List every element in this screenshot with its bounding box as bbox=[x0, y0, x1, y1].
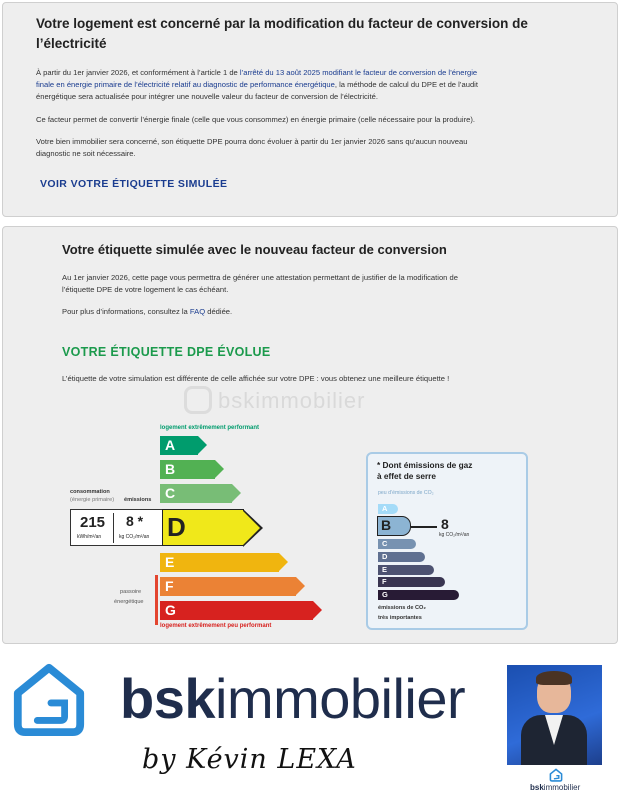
values-divider bbox=[113, 513, 114, 543]
emissions-label: émissions bbox=[124, 497, 152, 503]
ges-top-label: peu d’émissions de CO₂ bbox=[378, 490, 434, 496]
dpe-bottom-label: logement extrêmement peu performant bbox=[160, 623, 272, 629]
ges-class-d: D bbox=[378, 552, 425, 562]
passoire-marker bbox=[155, 575, 158, 625]
notice-title: Votre logement est concerné par la modification du facteur de conversion de l’électricité bbox=[36, 16, 528, 51]
arrete-link-continued[interactable]: finale en énergie primaire de l’électricité relatif au diagnostic de performance énergétique bbox=[36, 80, 335, 89]
photo-brand-text: bskimmobilier bbox=[530, 783, 581, 792]
dpe-class-e: E bbox=[160, 553, 279, 572]
consumption-value: 215 bbox=[80, 514, 106, 531]
passoire-label: passoire bbox=[120, 589, 142, 595]
simulated-label-title: Votre étiquette simulée avec le nouveau facteur de conversion bbox=[62, 242, 447, 257]
notice-paragraph-1: À partir du 1er janvier 2026, et conformément à l’article 1 de l’arrêté du 13 août 2025 modifiant le facteur de conversion de l’énergie finale en énergie primaire de l’électricité relatif au diagnostic de performance énergétique, la méthode de calcul du DPE et de l’audit énergétique sera actualisée pour intégrer une nouvelle valeur du facteur de conversion de l’électricité. bbox=[36, 68, 478, 101]
ges-class-a: A bbox=[378, 504, 398, 514]
dpe-class-f: F bbox=[160, 577, 296, 596]
dpe-class-b: B bbox=[160, 460, 215, 479]
passoire-label-2: énergétique bbox=[114, 599, 144, 605]
faq-link[interactable]: FAQ bbox=[189, 307, 206, 316]
ges-class-e: E bbox=[378, 565, 434, 575]
emissions-value: 8 * bbox=[126, 513, 144, 529]
dpe-top-label: logement extrêmement performant bbox=[160, 425, 260, 431]
simulated-paragraph-2: Pour plus d’informations, consultez la FAQ dédiée. bbox=[62, 307, 233, 316]
dpe-class-d-current: D bbox=[162, 509, 244, 546]
dpe-current-values bbox=[70, 509, 163, 546]
consumption-sub-label: (énergie primaire) bbox=[70, 497, 115, 503]
notice-paragraph-3: Votre bien immobilier sera concerné, son étiquette DPE pourra donc évoluer à partir du 1er janvier 2026 sans qu’aucun nouveau diagnostic ne soit nécessaire. bbox=[36, 137, 468, 158]
dpe-class-c: C bbox=[160, 484, 232, 503]
bsk-house-logo-icon bbox=[10, 660, 88, 738]
dpe-evolution-text: L’étiquette de votre simulation est différente de celle affichée sur votre DPE : vous obtenez une meilleure étiquette ! bbox=[62, 374, 450, 383]
ges-bottom-label-2: très importantes bbox=[378, 615, 422, 621]
dpe-evolution-title: VOTRE ÉTIQUETTE DPE ÉVOLUE bbox=[62, 345, 271, 359]
byline: by Kévin LEXA bbox=[142, 744, 357, 775]
arrete-link[interactable]: l’arrêté du 13 août 2025 modifiant le facteur de conversion de l’énergie bbox=[239, 68, 478, 77]
bsk-small-logo-icon bbox=[549, 768, 563, 782]
ges-class-g: G bbox=[378, 590, 459, 600]
ges-class-b-current: B bbox=[377, 516, 411, 536]
ges-class-c: C bbox=[378, 539, 416, 549]
ges-pointer-line bbox=[411, 526, 437, 528]
watermark-text: bskimmobilier bbox=[218, 388, 366, 413]
consumption-unit: kWh/m²/an bbox=[77, 534, 102, 540]
emissions-unit: kg CO₂/m²/an bbox=[119, 534, 150, 540]
ges-unit: kg CO₂/m²/an bbox=[439, 532, 470, 538]
view-simulated-label-button[interactable]: VOIR VOTRE ÉTIQUETTE SIMULÉE bbox=[40, 178, 228, 190]
ges-value: 8 bbox=[441, 516, 449, 532]
ges-bottom-label: émissions de CO₂ bbox=[378, 605, 426, 611]
notice-paragraph-2: Ce facteur permet de convertir l’énergie finale (celle que vous consommez) en énergie primaire (celle nécessaire pour la produire). bbox=[36, 115, 475, 124]
simulated-paragraph-1: Au 1er janvier 2026, cette page vous permettra de générer une attestation permettant de justifier de la modification de l’étiquette DPE de votre logement le cas échéant. bbox=[62, 273, 458, 294]
ges-title: * Dont émissions de gaz à effet de serre bbox=[377, 460, 473, 481]
dpe-class-g: G bbox=[160, 601, 313, 620]
ges-class-f: F bbox=[378, 577, 445, 587]
brand-wordmark: bskimmobilier bbox=[120, 667, 466, 730]
dpe-class-d-tip bbox=[243, 511, 260, 545]
dpe-class-a: A bbox=[160, 436, 198, 455]
consumption-label: consommation bbox=[70, 489, 110, 495]
watermark-logo-icon bbox=[184, 386, 212, 414]
agent-photo bbox=[507, 665, 602, 765]
